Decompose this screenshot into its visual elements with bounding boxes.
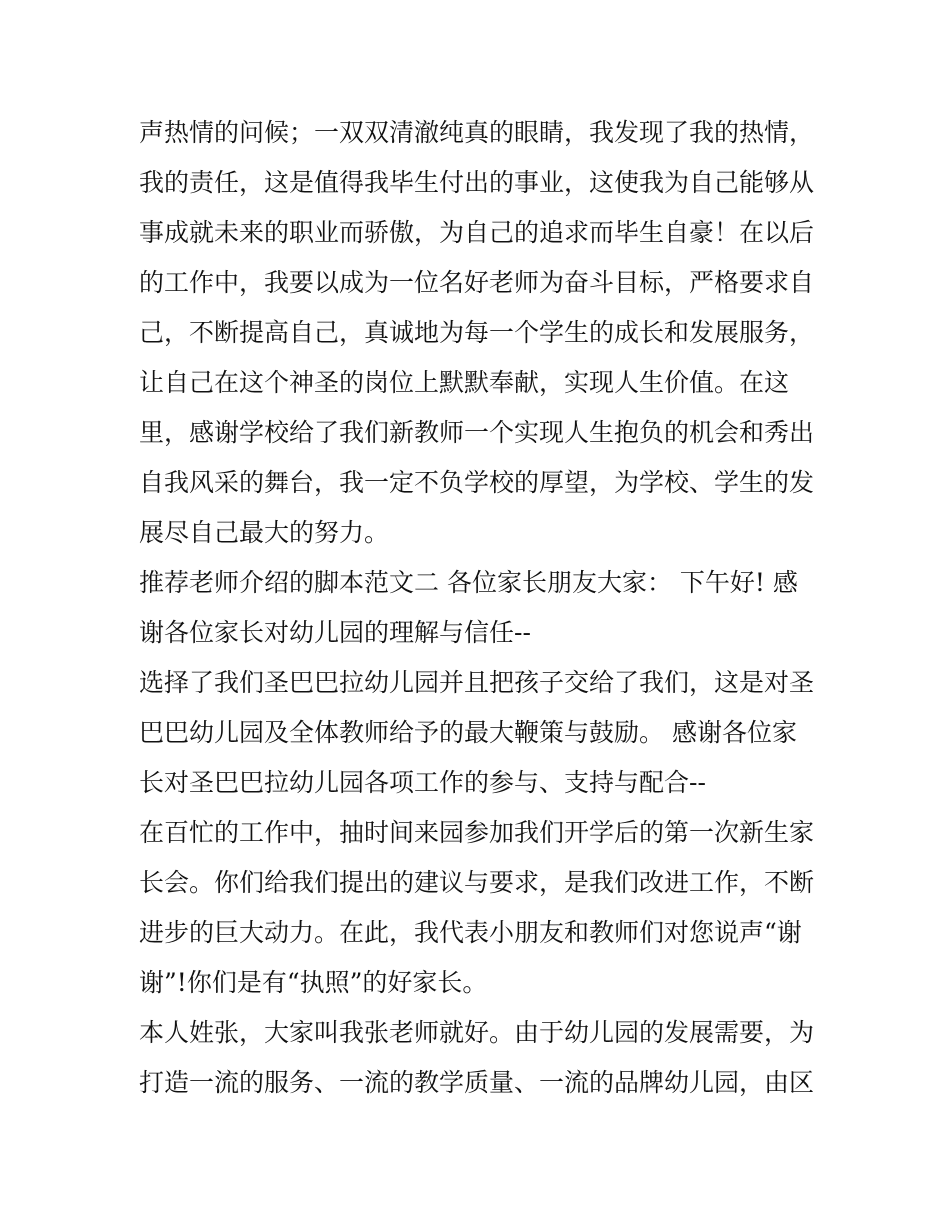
text-line: 打造一流的服务、一流的教学质量、一流的品牌幼儿园，由区 xyxy=(139,1068,815,1097)
text-line: 推荐老师介绍的脚本范文二 各位家长朋友大家： 下午好! 感 xyxy=(139,568,798,597)
text-line: 谢”!你们是有“执照”的好家长。 xyxy=(139,968,488,997)
text-line: 长会。你们给我们提出的建议与要求，是我们改进工作，不断 xyxy=(139,868,815,897)
text-line: 让自己在这个神圣的岗位上默默奉献，实现人生价值。在这 xyxy=(139,368,790,397)
text-line: 在百忙的工作中，抽时间来园参加我们开学后的第一次新生家 xyxy=(139,818,815,847)
text-line: 巴巴幼儿园及全体教师给予的最大鞭策与鼓励。 感谢各位家 xyxy=(139,718,797,747)
text-line: 谢各位家长对幼儿园的理解与信任-- xyxy=(139,618,531,647)
document-body xyxy=(139,108,819,1108)
text-line: 里，感谢学校给了我们新教师一个实现人生抱负的机会和秀出 xyxy=(139,418,815,447)
text-line: 长对圣巴巴拉幼儿园各项工作的参与、支持与配合-- xyxy=(139,768,706,797)
text-line: 自我风采的舞台，我一定不负学校的厚望，为学校、学生的发 xyxy=(139,468,815,497)
text-line: 己，不断提高自己，真诚地为每一个学生的成长和发展服务， xyxy=(139,318,815,347)
text-line: 事成就未来的职业而骄傲，为自己的追求而毕生自豪！在以后 xyxy=(139,218,815,247)
text-line: 声热情的问候；一双双清澈纯真的眼睛，我发现了我的热情， xyxy=(139,118,815,147)
text-line: 的工作中，我要以成为一位名好老师为奋斗目标，严格要求自 xyxy=(139,268,815,297)
text-line: 本人姓张，大家叫我张老师就好。由于幼儿园的发展需要，为 xyxy=(139,1018,815,1047)
text-line: 我的责任，这是值得我毕生付出的事业，这使我为自己能够从 xyxy=(139,168,815,197)
text-line: 展尽自己最大的努力。 xyxy=(139,518,390,547)
text-line: 进步的巨大动力。在此，我代表小朋友和教师们对您说声“谢 xyxy=(139,918,802,947)
text-line: 选择了我们圣巴巴拉幼儿园并且把孩子交给了我们，这是对圣 xyxy=(139,668,815,697)
